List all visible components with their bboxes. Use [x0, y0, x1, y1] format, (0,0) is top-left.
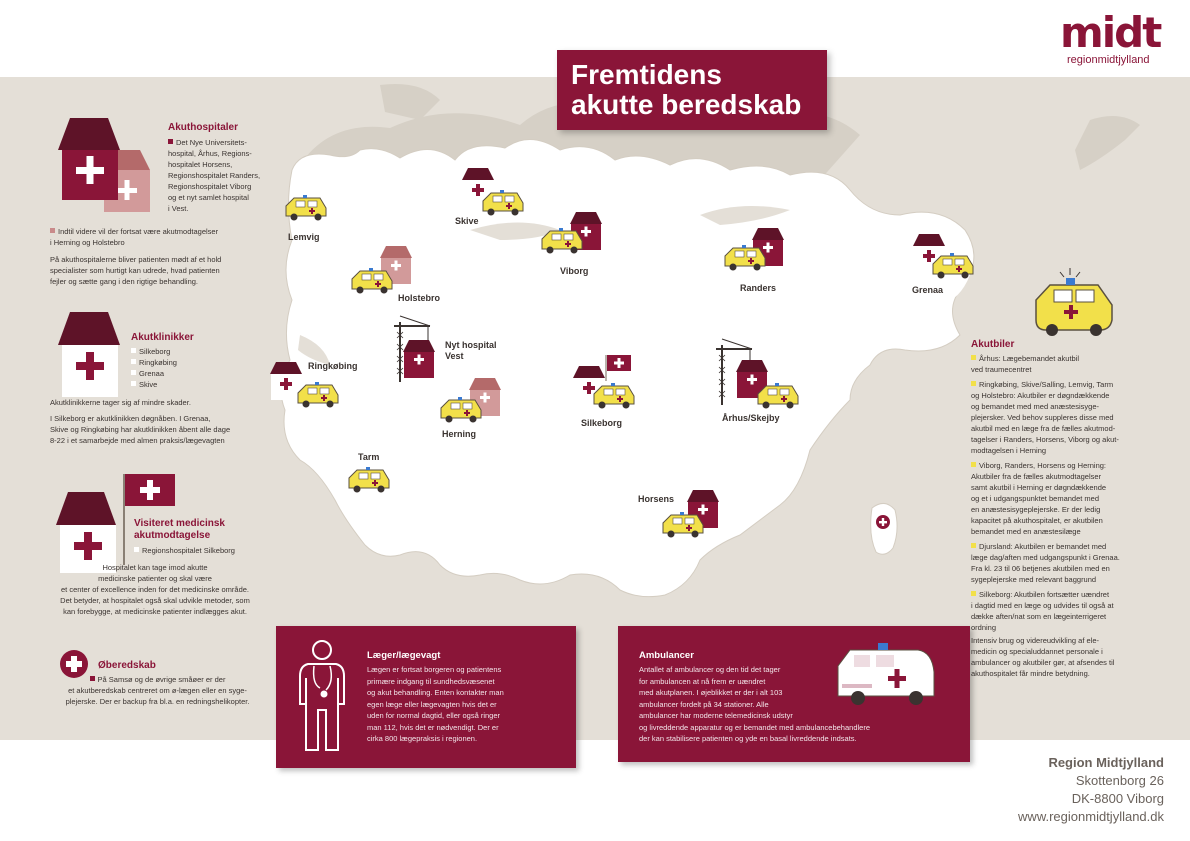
ambulancer-body-line: med akutplanen. I øjeblikket er der i alt 103 [639, 688, 783, 697]
visiteret-body-line: et center of excellence inden for det medicinske område. [60, 585, 250, 594]
laeger-body-line: uden for normal dagtid, eller også ringer [367, 711, 500, 720]
akutbiler-line: plejersker. Ved behov suppleres disse med [971, 413, 1114, 422]
visiteret-heading [134, 518, 225, 542]
city-label-ringkobing: Ringkøbing [308, 361, 358, 371]
akutklinikker-list [131, 346, 177, 390]
ambulancer-body-line: der kan stabilisere patienten og yde en basal livreddende indsats. [639, 734, 857, 743]
visiteret-body-line: kan forebygge, at medicinske patienter indlægges akut. [63, 607, 247, 616]
akutbiler-line: sygeplejerske med relevant baggrund [971, 575, 1097, 584]
akutklinikker-body-2 [50, 413, 230, 446]
akutklinikker-body-line: Skive og Ringkøbing har akutklinikken åbent alle dage [50, 425, 231, 434]
akuthospitaler-list [168, 137, 260, 214]
akuthospitaler-note [50, 226, 218, 248]
page-title-line-2: akutte beredskab [571, 89, 802, 120]
akuthospitaler-list-line: Regionshospitalet Randers, [168, 171, 261, 180]
akutbiler-line: akutbil med en læge fra de fælles akutmod- [971, 424, 1116, 433]
akutbiler-line: modtagelsen i Herning [971, 446, 1047, 455]
city-label-viborg: Viborg [560, 266, 589, 276]
bullet [50, 228, 55, 233]
akutbiler-line: samt akutbil i Herning er døgndækkende [971, 483, 1107, 492]
ambulancer-heading: Ambulancer [639, 650, 694, 661]
akutbiler-body [971, 353, 1120, 679]
laeger-panel [276, 626, 576, 768]
akutbiler-line: Fra kl. 23 til 06 betjenes akutbilen med en [971, 564, 1110, 573]
akuthospital-legend-icon [58, 118, 150, 212]
region-logo: midt [1060, 8, 1161, 57]
address-web-link[interactable]: www.regionmidtjylland.dk [1018, 809, 1164, 824]
akutbiler-line: Akutbiler fra de fælles akutmodtagelser [971, 472, 1102, 481]
city-label-nyt-hospital-vest [445, 340, 497, 362]
oberedskab-heading: Øberedskab [98, 660, 156, 671]
akuthospitaler-list-line: i Vest. [168, 204, 189, 213]
city-label-line: Vest [445, 351, 464, 361]
laeger-body-line: Lægen er fortsat borgeren og patientens [367, 665, 502, 674]
ambulancer-panel [618, 626, 970, 762]
ambulancer-body-line: og livreddende apparatur og er bemandet med ambulancebehandlere [639, 722, 870, 732]
akutbiler-line: tagelser i Randers, Horsens, Viborg og akut- [971, 435, 1119, 444]
akutbiler-line: Intensiv brug og videreudvikling af ele- [971, 636, 1099, 645]
akuthospitaler-heading: Akuthospitaler [168, 122, 239, 133]
laeger-body [367, 664, 504, 745]
city-label-randers: Randers [740, 283, 777, 293]
laeger-body-line: egen læge eller lægevagten hvis det er [367, 699, 497, 709]
city-label-holstebro: Holstebro [398, 293, 441, 303]
ambulancer-body-line: ambulancer fordelt på 34 stationer. Alle [639, 699, 769, 709]
city-label-herning: Herning [442, 429, 477, 439]
akuthospitaler-body [50, 254, 221, 287]
laeger-heading: Læger/lægevagt [367, 650, 441, 661]
city-label-tarm: Tarm [358, 452, 380, 462]
akutklinikker-body-line: I Silkeborg er akutklinikken døgnåben. I Grenaa, [50, 414, 211, 423]
bullet [971, 543, 976, 548]
akutbiler-line: dække aften/nat som en lægeinterrigeret [971, 612, 1107, 621]
ambulancer-body-line: for ambulancen at nå frem er uændret [639, 676, 766, 686]
bullet [131, 381, 136, 386]
address-city: DK-8800 Viborg [1071, 791, 1164, 806]
bullet [131, 348, 136, 353]
city-label-lemvig: Lemvig [288, 232, 320, 242]
akutbiler-line: læge dag/aften med udgangspunkt i Grenaa. [971, 553, 1120, 562]
akutklinikker-body-1: Akutklinikkerne tager sig af mindre skader. [50, 398, 191, 407]
bullet [971, 381, 976, 386]
bullet [971, 591, 976, 596]
address-name: Region Midtjylland [1048, 755, 1164, 770]
bullet [971, 355, 976, 360]
visiteret-item [134, 545, 235, 556]
ambulancer-body-line: ambulancer har moderne telemedicinsk udstyr [639, 711, 793, 720]
city-label-horsens: Horsens [638, 494, 675, 504]
akuthospitaler-list-line: og et nyt samlet hospital [168, 193, 249, 202]
oberedskab-body-line: plejerske. Der er backup fra bl.a. en redningshelikopter. [65, 697, 250, 706]
akutbiler-line: ved traumecentret [971, 365, 1032, 374]
akutbiler-line: akuthospitalet får mindre betydning. [971, 669, 1090, 678]
akutbiler-line: kapacitet på akuthospitalet, er akutbilen [971, 516, 1103, 525]
city-label-aarhus-skejby: Århus/Skejby [722, 413, 780, 423]
oberedskab-body-line: På Samsø og de øvrige småøer er der [97, 675, 226, 684]
akutbiler-line: og et i udgangspunktet bemandet med [971, 494, 1100, 503]
akuthospitaler-body-line: specialister som hurtigt kan udrede, hvad patienten [50, 266, 220, 275]
akuthospitaler-list-line: hospitalet Horsens, [168, 160, 233, 169]
bullet [90, 676, 95, 681]
visiteret-item-label: Regionshospitalet Silkeborg [142, 546, 235, 555]
akuthospitaler-note-line: i Herning og Holstebro [50, 238, 125, 247]
akuthospitaler-list-line: Regionshospitalet Viborg [168, 182, 252, 191]
akutbiler-line: Viborg, Randers, Horsens og Herning: [979, 461, 1107, 470]
akuthospitaler-body-line: fejler og sætte gang i den rigtige behandling. [50, 277, 199, 286]
page-title [557, 50, 827, 130]
akutbiler-line: og bemandet med med anæstesisyge- [971, 402, 1099, 411]
akutbiler-line: i dagtid med en læge og udvides til også at [971, 601, 1114, 610]
akutklinikker-heading: Akutklinikker [131, 332, 194, 343]
ambulancer-body-line: Antallet af ambulancer og den tid det tager [639, 665, 781, 674]
ambulancer-body [639, 664, 870, 745]
bullet [971, 462, 976, 467]
city-label-grenaa: Grenaa [912, 285, 944, 295]
akuthospitaler-list-line: Det Nye Universitets- [176, 138, 247, 147]
visiteret-body-line: medicinske patienter og skal være [98, 574, 212, 583]
city-label-skive: Skive [455, 216, 479, 226]
akutbiler-line: ordning [971, 623, 997, 632]
akutbiler-line: Silkeborg: Akutbilen fortsætter uændret [979, 590, 1110, 599]
akutklinik-item: Silkeborg [139, 347, 171, 356]
address-street: Skottenborg 26 [1075, 773, 1164, 788]
region-logo-subtitle: regionmidtjylland [1067, 54, 1150, 66]
akutbiler-line: en anæstesisygeplejerske. Er der ledig [971, 505, 1101, 514]
akutbiler-line: medicin og specialuddannet personale i [971, 647, 1103, 656]
bullet [134, 547, 139, 552]
akutbiler-line: Århus: Lægebemandet akutbil [979, 354, 1080, 363]
bullet [131, 370, 136, 375]
akutklinik-item: Ringkøbing [139, 358, 177, 367]
laeger-body-line: primære indgang til sundhedsvæsenet [367, 676, 495, 686]
bullet [131, 359, 136, 364]
visiteret-heading-line: akutmodtagelse [134, 530, 211, 541]
akutbiler-heading: Akutbiler [971, 339, 1015, 350]
akuthospitaler-list-line: hospital, Århus, Regions- [168, 149, 252, 158]
akutbiler-line: Djursland: Akutbilen er bemandet med [979, 542, 1107, 551]
akuthospitaler-note-line: Indtil videre vil der fortsat være akutmodtagelser [58, 227, 219, 236]
page-title-line-1: Fremtidens [571, 59, 722, 90]
akutbil-legend-icon [1036, 268, 1112, 336]
visiteret-body-line: Hospitalet kan tage imod akutte [102, 563, 208, 572]
akutbiler-line: og Holstebro: Akutbiler er døgndækkende [971, 391, 1110, 400]
laeger-body-line: cirka 800 lægepraksis i regionen. [367, 734, 478, 743]
akuthospitaler-body-line: På akuthospitalerne bliver patienten mødt af et hold [50, 255, 222, 264]
visiteret-body-line: Det betyder, at hospitalet også skal udvikle metoder, som [60, 596, 250, 605]
akutbiler-line: Ringkøbing, Skive/Salling, Lemvig, Tarm [979, 380, 1114, 389]
city-label-silkeborg: Silkeborg [581, 418, 623, 428]
laeger-body-line: og akut behandling. Enten kontakter man [367, 688, 504, 697]
laeger-body-line: man 112, hvis det er nødvendigt. Der er [367, 722, 499, 732]
oberedskab-body [50, 674, 265, 707]
visiteret-heading-line: Visiteret medicinsk [134, 518, 225, 529]
address-block [1018, 754, 1164, 826]
akutbiler-line: bemandet med en anæstesilæge [971, 527, 1081, 536]
oberedskab-body-line: et akutberedskab centreret om ø-lægen eller en syge- [68, 686, 247, 695]
akutklinikker-body-line: 8-22 i et samarbejde med almen praksis/lægevagten [50, 436, 225, 445]
bullet [168, 139, 173, 144]
akutklinik-item: Skive [139, 380, 158, 389]
akutklinik-legend-icon [58, 312, 120, 397]
visiteret-body [50, 562, 260, 617]
akutbiler-line: ambulancer og akutbiler gør, at afsendes til [971, 658, 1115, 667]
city-label-line: Nyt hospital [445, 340, 497, 350]
akutklinik-item: Grenaa [139, 369, 165, 378]
doctor-icon [294, 638, 350, 756]
